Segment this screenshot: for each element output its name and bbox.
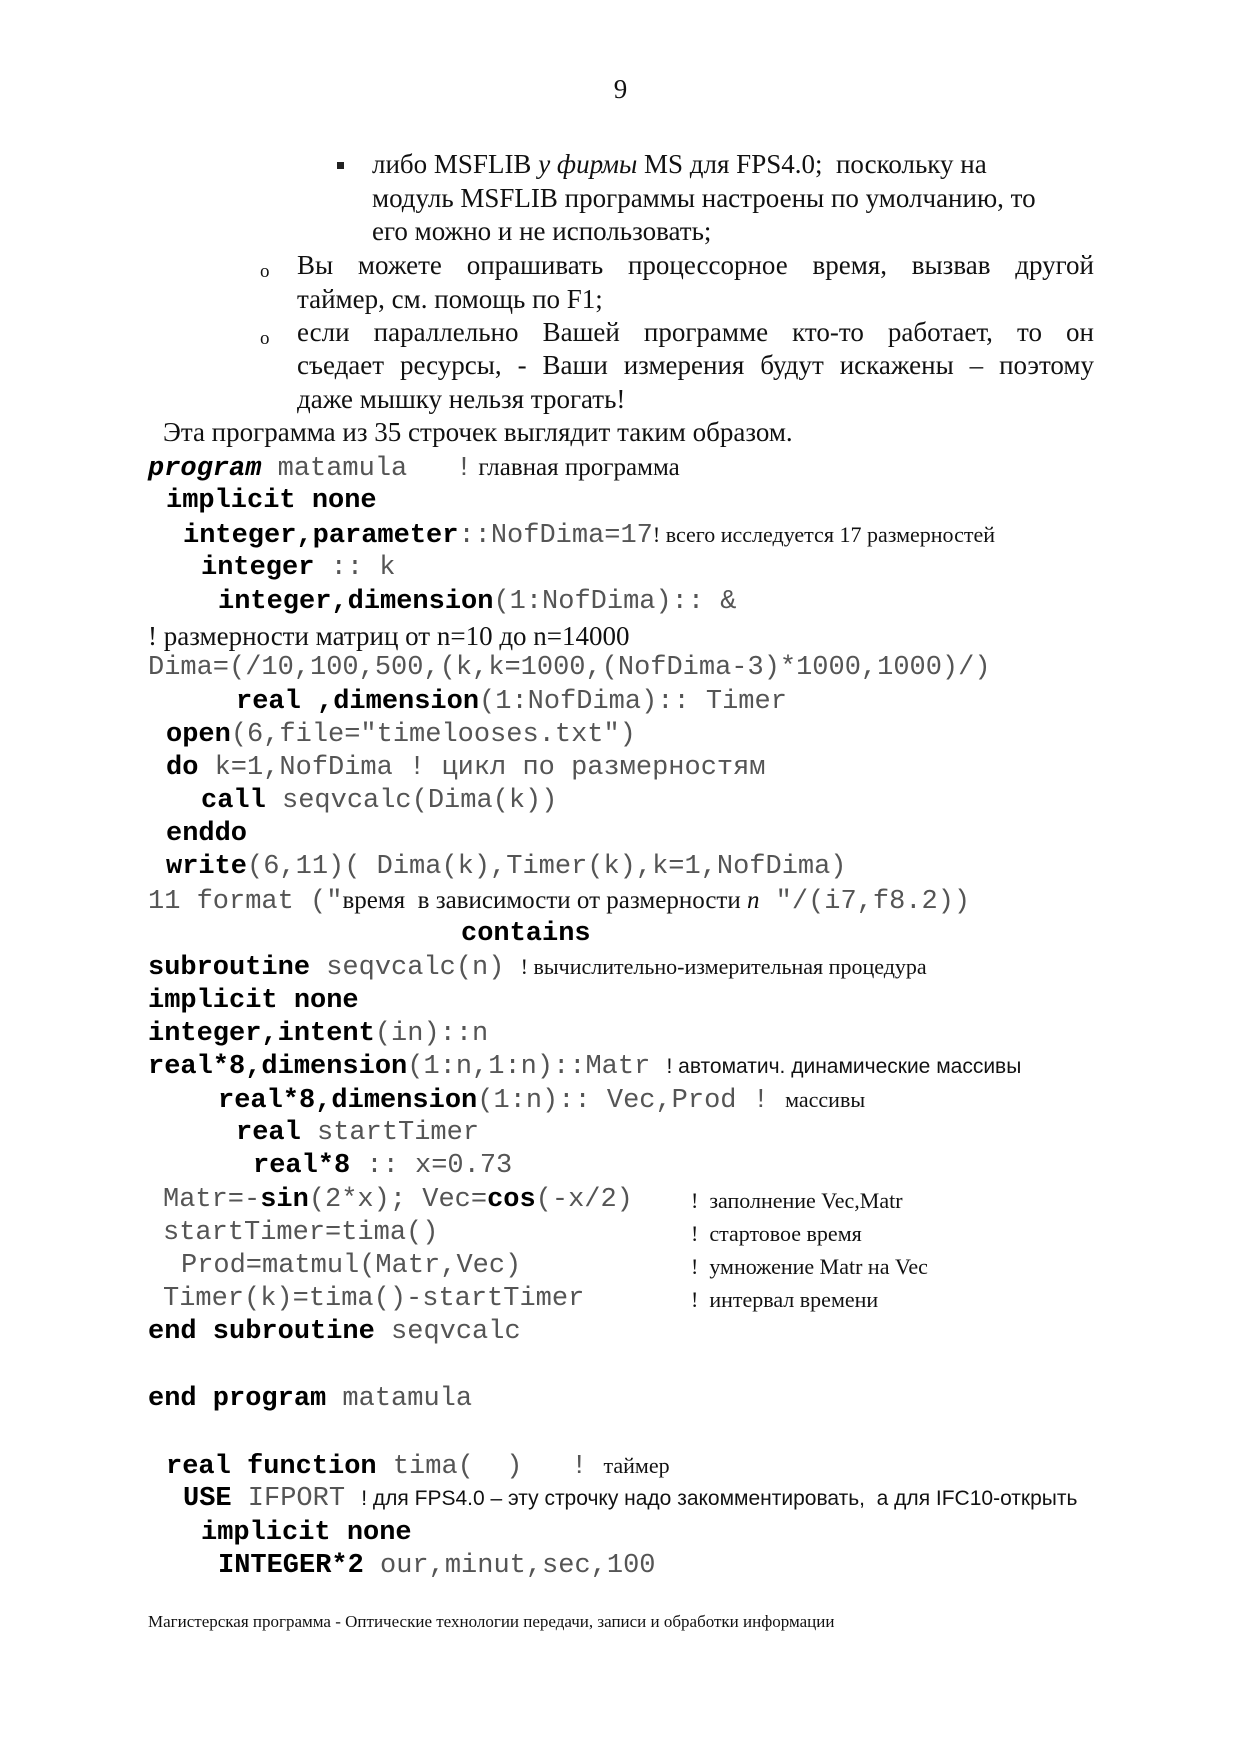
bullet-line: модуль MSFLIB программы настроены по умолчанию, то	[372, 183, 1036, 213]
code-comment-line: ! размерности матриц от n=10 до n=14000	[148, 621, 630, 651]
bullet-line: таймер, см. помощь по F1;	[297, 284, 603, 314]
code-line: integer,intent(in)::n	[148, 1019, 489, 1049]
bullet-line: съедает ресурсы, - Ваши измерения будут искажены – поэтому	[297, 350, 1094, 380]
code-line: Matr=-sin(2*x); Vec=cos(-x/2)	[163, 1185, 633, 1215]
code-line: integer,dimension(1:NofDima):: &	[218, 587, 737, 617]
bullet-line: Вы можете опрашивать процессорное время, вызвав другой	[297, 250, 1094, 280]
code-line: INTEGER*2 our,minut,sec,100	[218, 1551, 656, 1581]
circle-bullet-icon: o	[260, 328, 270, 349]
code-line: real function tima( ) ! таймер	[166, 1452, 670, 1482]
code-line: Dima=(/10,100,500,(k,k=1000,(NofDima-3)*1000,1000)/)	[148, 653, 991, 683]
code-comment: ! умножение Matr на Vec	[691, 1254, 928, 1279]
code-line: implicit none	[201, 1518, 412, 1548]
code-line: real ,dimension(1:NofDima):: Timer	[236, 687, 787, 717]
code-line: write(6,11)( Dima(k),Timer(k),k=1,NofDima)	[166, 852, 847, 882]
code-line: implicit none	[148, 986, 359, 1016]
page-footer: Магистерская программа - Оптические технологии передачи, записи и обработки информации	[148, 1612, 835, 1631]
bullet-line: даже мышку нельзя трогать!	[297, 384, 626, 414]
code-line: call seqvcalc(Dima(k))	[201, 786, 558, 816]
code-line: 11 format ("время в зависимости от размерности n "/(i7,f8.2))	[148, 887, 971, 917]
code-line: real*8 :: x=0.73	[253, 1151, 513, 1181]
square-bullet-icon	[337, 162, 344, 169]
code-line: do k=1,NofDima ! цикл по размерностям	[166, 753, 766, 783]
code-line: open(6,file="timelooses.txt")	[166, 720, 636, 750]
code-line: startTimer=tima()	[163, 1218, 439, 1248]
code-line: enddo	[166, 819, 248, 849]
code-line: Prod=matmul(Matr,Vec)	[181, 1251, 522, 1281]
code-line: subroutine seqvcalc(n) ! вычислительно-измерительная процедура	[148, 953, 927, 983]
bullet-line: его можно и не использовать;	[372, 216, 712, 246]
code-line: integer,parameter::NofDima=17! всего исследуется 17 размерностей	[183, 521, 996, 551]
code-line: program matamula ! главная программа	[148, 454, 680, 484]
code-line: real*8,dimension(1:n):: Vec,Prod ! массивы	[218, 1086, 866, 1116]
intro-text: Эта программа из 35 строчек выглядит таким образом.	[163, 417, 793, 447]
code-line: real startTimer	[236, 1118, 480, 1148]
code-line: end program matamula	[148, 1384, 473, 1414]
circle-bullet-icon: o	[260, 261, 270, 282]
bullet-line: либо MSFLIB у фирмы MS для FPS4.0; поскольку на	[372, 149, 987, 179]
bullet-line: если параллельно Вашей программе кто-то работает, то он	[297, 317, 1094, 347]
code-line: implicit none	[166, 486, 377, 516]
code-line: real*8,dimension(1:n,1:n)::Matr ! автоматич. динамические массивы	[148, 1052, 1022, 1082]
page-number: 9	[613, 74, 628, 104]
code-line: end subroutine seqvcalc	[148, 1317, 521, 1347]
code-line: USE IFPORT ! для FPS4.0 – эту строчку надо закомментировать, а для IFC10-открыть	[183, 1484, 1078, 1514]
code-line: contains	[461, 919, 591, 949]
code-comment: ! интервал времени	[691, 1287, 879, 1312]
code-line: Timer(k)=tima()-startTimer	[163, 1284, 585, 1314]
code-line: integer :: k	[201, 553, 396, 583]
code-comment: ! стартовое время	[691, 1221, 862, 1246]
code-comment: ! заполнение Vec,Matr	[691, 1188, 903, 1213]
